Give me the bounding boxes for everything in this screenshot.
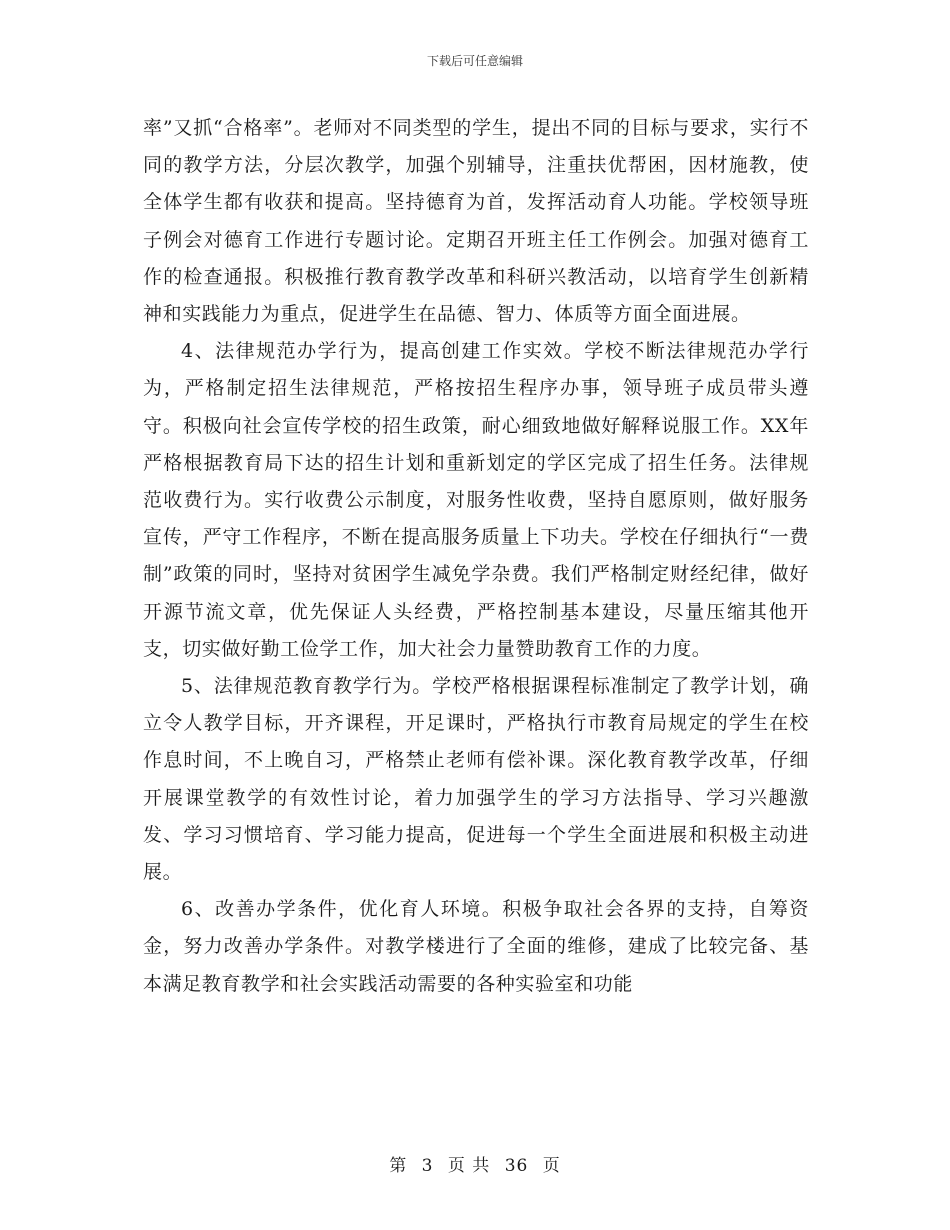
paragraph-item-6: 6、改善办学条件，优化育人环境。积极争取社会各界的支持，自筹资金，努力改善办学条件。对教学楼进行了全面的维修，建成了比较完备、基本满足教育教学和社会实践活动需要的各种实验室和功能: [143, 898, 809, 995]
document-body: [143, 110, 809, 1003]
page-header-note: 下载后可任意编辑: [426, 54, 523, 68]
page-footer: [0, 1155, 950, 1177]
footer-suffix: 页: [542, 1156, 561, 1176]
footer-middle: 页 共: [447, 1156, 491, 1176]
paragraph-item-4: 4、法律规范办学行为，提高创建工作实效。学校不断法律规范办学行为，严格制定招生法律规范，严格按招生程序办事，领导班子成员带头遵守。积极向社会宣传学校的招生政策，耐心细致地做好解释说服工作。XX年严格根据教育局下达的招生计划和重新划定的学区完成了招生任务。法律规范收费行为。实行收费公示制度，对服务性收费，坚持自愿原则，做好服务宣传，严守工作程序，不断在提高服务质量上下功夫。学校在仔细执行“一费制”政策的同时，坚持对贫困学生减免学杂费。我们严格制定财经纪律，做好开源节流文章，优先保证人头经费，严格控制基本建设，尽量压缩其他开支，切实做好勤工俭学工作，加大社会力量赞助教育工作的力度。: [143, 340, 809, 660]
footer-total-pages: 36: [504, 1156, 529, 1176]
footer-prefix: 第: [389, 1156, 408, 1176]
paragraph-continuation: 率”又抓“合格率”。老师对不同类型的学生，提出不同的目标与要求，实行不同的教学方法，分层次教学，加强个别辅导，注重扶优帮困，因材施教，使全体学生都有收获和提高。坚持德育为首，发挥活动育人功能。学校领导班子例会对德育工作进行专题讨论。定期召开班主任工作例会。加强对德育工作的检查通报。积极推行教育教学改革和科研兴教活动，以培育学生创新精神和实践能力为重点，促进学生在品德、智力、体质等方面全面进展。: [143, 117, 809, 326]
footer-page-number: 3: [421, 1156, 434, 1176]
paragraph-item-5: 5、法律规范教育教学行为。学校严格根据课程标准制定了教学计划，确立令人教学目标，开齐课程，开足课时，严格执行市教育局规定的学生在校作息时间，不上晚自习，严格禁止老师有偿补课。深化教育教学改革，仔细开展课堂教学的有效性讨论，着力加强学生的学习方法指导、学习兴趣激发、学习习惯培育、学习能力提高，促进每一个学生全面进展和积极主动进展。: [143, 675, 809, 884]
